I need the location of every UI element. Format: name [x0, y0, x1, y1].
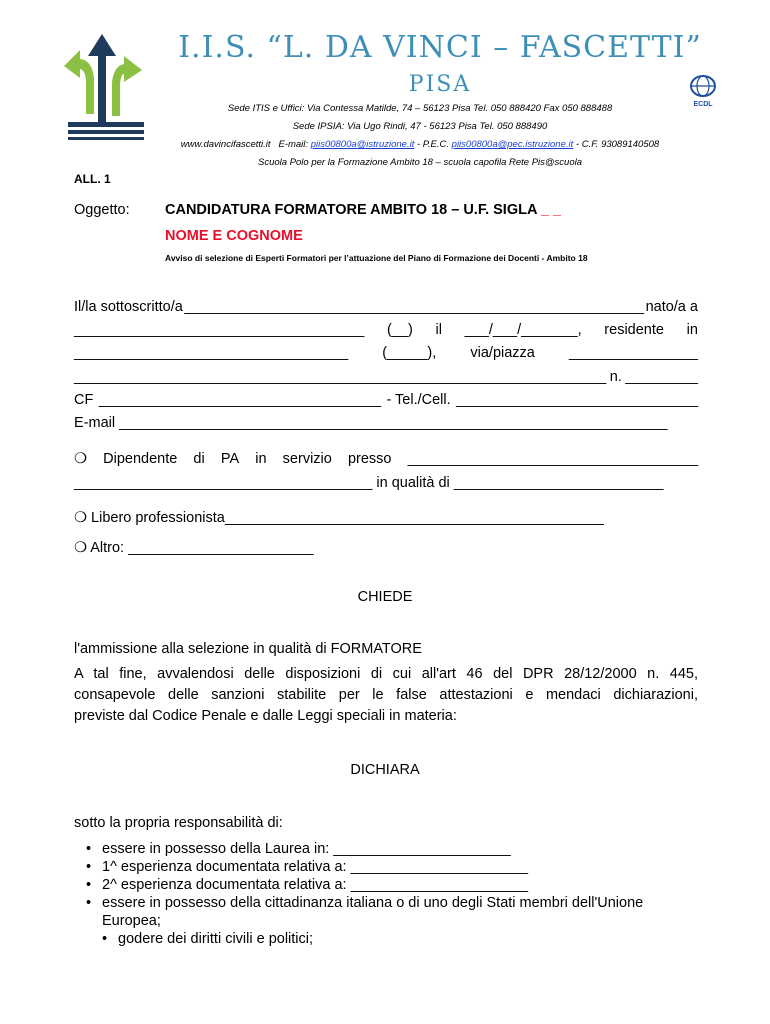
- city-name: PISA: [408, 72, 472, 97]
- circle-bullet-icon: ❍: [74, 510, 87, 526]
- cf-label: CF: [74, 392, 94, 408]
- declaration-list: [86, 840, 706, 948]
- school-name: I.I.S. “L. DA VINCI – FASCETTI”: [178, 30, 702, 65]
- option-word: di: [193, 451, 205, 467]
- oggetto-title-text: CANDIDATURA FORMATORE AMBITO 18 – U.F. SIGLA: [165, 202, 537, 218]
- number-label: n.: [609, 369, 622, 385]
- in-label: in: [686, 322, 698, 338]
- sigla-blank: _ _: [540, 202, 562, 218]
- option-word: presso: [347, 451, 392, 467]
- contact-line: [120, 139, 720, 150]
- list-item: • godere dei diritti civili e politici;: [102, 930, 706, 948]
- employer-field[interactable]: ____________________________________: [407, 451, 698, 467]
- ecdl-label: ECDL: [693, 101, 713, 108]
- oggetto-label: Oggetto:: [74, 202, 130, 218]
- responsabilita-text: sotto la propria responsabilità di:: [74, 815, 283, 831]
- form-line-3: [74, 345, 698, 361]
- option-libero[interactable]: [74, 510, 604, 526]
- list-item: • 1^ esperienza documentata relativa a: ______________________: [86, 858, 706, 876]
- option-word: PA: [220, 451, 240, 467]
- sottoscritto-field[interactable]: _________________________________________________________: [184, 299, 645, 315]
- province-field[interactable]: (__): [387, 322, 413, 338]
- residence-city-field[interactable]: __________________________________: [74, 345, 349, 361]
- ammissione-text: l'ammissione alla selezione in qualità di FORMATORE: [74, 641, 422, 657]
- form-line-2: [74, 322, 698, 338]
- form-line-1: [74, 299, 698, 315]
- cf-field[interactable]: ___________________________________: [98, 392, 382, 408]
- pec-link[interactable]: piis00800a@pec.istruzione.it: [451, 139, 574, 150]
- ipsia-line: Sede IPSIA: Via Ugo Rindi, 47 - 56123 Pisa Tel. 050 888490: [292, 121, 548, 132]
- qualita-label: in qualità di: [376, 475, 450, 491]
- residente-label: residente: [604, 322, 664, 338]
- list-item: • 2^ esperienza documentata relativa a: ______________________: [86, 876, 706, 894]
- cf-text: - C.F. 93089140508: [575, 139, 660, 150]
- altro-label: Altro:: [90, 540, 125, 556]
- altro-field[interactable]: _______________________: [128, 540, 314, 556]
- paragraph-line: consapevole delle sanzioni stabilite per le false attestazioni e mendaci dichiarazioni,: [74, 687, 698, 703]
- email-link[interactable]: piis00800a@istruzione.it: [310, 139, 415, 150]
- residence-province-field[interactable]: (_____),: [382, 345, 437, 361]
- option-dipendente[interactable]: [74, 451, 698, 467]
- pec-label: - P.E.C.: [416, 139, 450, 150]
- email-field[interactable]: ____________________________________________________________________: [119, 415, 668, 431]
- tel-field[interactable]: ______________________________: [456, 392, 698, 408]
- street-continued-field[interactable]: __________________________________________________________________: [74, 369, 607, 385]
- paragraph-line: A tal fine, avvalendosi delle disposizioni di cui all'art 46 del DPR 28/12/2000 n. 445,: [74, 666, 698, 682]
- sottoscritto-label: Il/la sottoscritto/a: [74, 299, 183, 315]
- option-word: servizio: [282, 451, 332, 467]
- libero-label: Libero professionista: [91, 510, 225, 526]
- list-item: • essere in possesso della Laurea in: ______________________: [86, 840, 706, 858]
- list-item: • essere in possesso della cittadinanza italiana o di uno degli Stati membri dell'Unione Europea;: [86, 894, 706, 930]
- birthdate-field[interactable]: ___/___/_______,: [464, 322, 582, 338]
- annex-label: ALL. 1: [74, 172, 111, 186]
- libero-field[interactable]: _______________________________________________: [224, 510, 604, 526]
- circle-bullet-icon: ❍: [74, 451, 87, 467]
- dichiara-heading: DICHIARA: [350, 762, 420, 778]
- number-field[interactable]: _________: [625, 369, 698, 385]
- address-line: Sede ITIS e Uffici: Via Contessa Matilde, 74 – 56123 Pisa Tel. 050 888420 Fax 050 888488: [227, 103, 613, 114]
- website-text: www.davincifascetti.it: [180, 139, 271, 150]
- circle-bullet-icon: ❍: [74, 540, 87, 556]
- email-field-label: E-mail: [74, 415, 116, 431]
- birthplace-field[interactable]: ____________________________________: [74, 322, 365, 338]
- chiede-heading: CHIEDE: [357, 589, 413, 605]
- option-altro[interactable]: [74, 540, 314, 556]
- il-label: il: [435, 322, 442, 338]
- name-placeholder: NOME E COGNOME: [165, 228, 303, 244]
- form-line-6: [74, 415, 668, 431]
- option-word: in: [255, 451, 267, 467]
- avviso-text: Avviso di selezione di Esperti Formatori per l’attuazione del Piano di Formazione dei Docenti - Ambito 18: [165, 253, 588, 263]
- qualita-field[interactable]: __________________________: [453, 475, 664, 491]
- employer-continued-field[interactable]: _____________________________________: [74, 475, 373, 491]
- form-line-5: [74, 392, 698, 408]
- option-word: Dipendente: [103, 451, 178, 467]
- street-field[interactable]: ________________: [568, 345, 698, 361]
- email-label: E-mail:: [278, 139, 309, 150]
- tel-label: - Tel./Cell.: [386, 392, 451, 408]
- polo-line: Scuola Polo per la Formazione Ambito 18 – scuola capofila Rete Pis@scuola: [257, 157, 583, 168]
- via-label: via/piazza: [470, 345, 535, 361]
- form-line-4: [74, 369, 698, 385]
- option-dipendente-line2: [74, 475, 663, 491]
- paragraph-line: previste dal Codice Penale e dalle Leggi speciali in materia:: [74, 708, 457, 724]
- oggetto-title: [165, 202, 561, 218]
- nato-label: nato/a a: [645, 299, 698, 315]
